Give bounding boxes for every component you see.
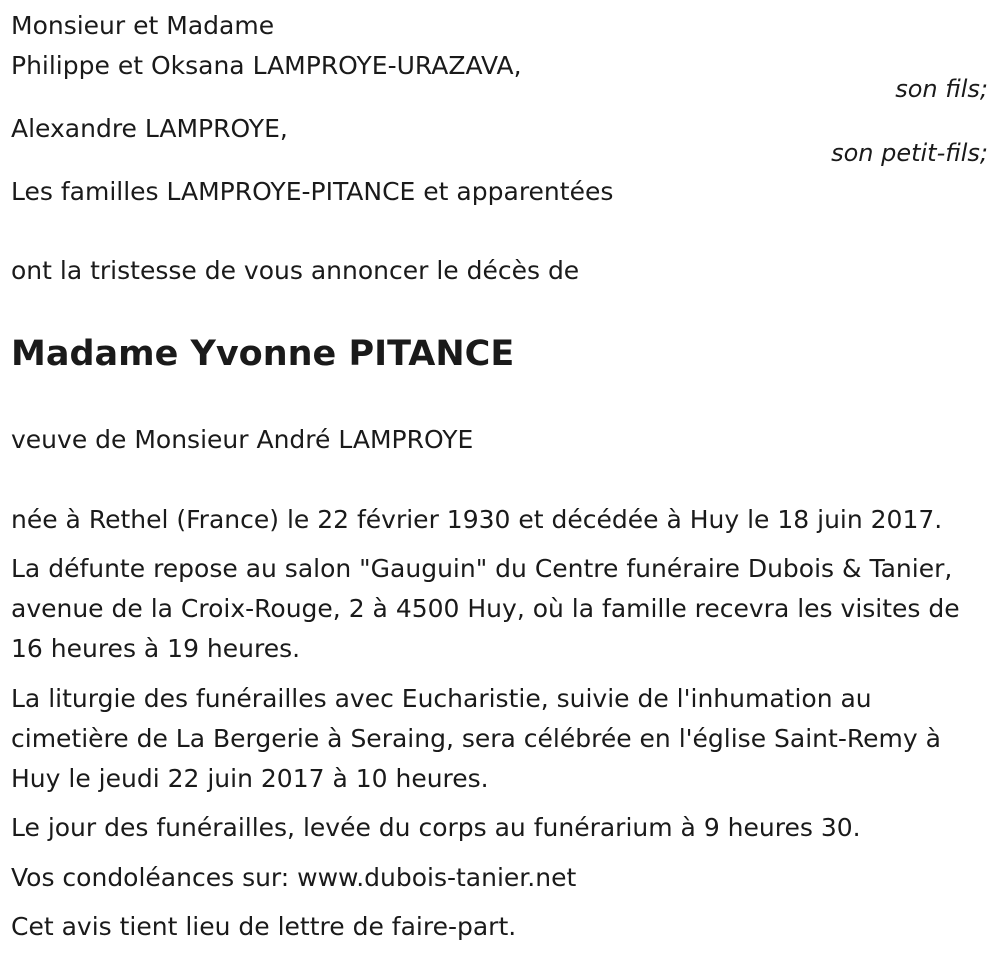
grandson-role: son petit-fils; <box>831 139 988 167</box>
announcement-line: ont la tristesse de vous annoncer le décès de <box>11 256 580 285</box>
funeral-paragraph: La liturgie des funérailles avec Eucharistie, suivie de l'inhumation au cimetière de La Bergerie à Seraing, sera célébrée en l'église Saint-Remy à Huy le jeudi 22 juin 2017 à 10 heures. <box>11 684 941 793</box>
deceased-name: Madame Yvonne PITANCE <box>11 334 515 374</box>
families-line: Les familles LAMPROYE-PITANCE et apparentées <box>11 177 614 206</box>
birth-death-line: née à Rethel (France) le 22 février 1930 et décédée à Huy le 18 juin 2017. <box>11 505 943 534</box>
parents-line-1: Monsieur et Madame <box>11 11 275 40</box>
grandson-line: Alexandre LAMPROYE, <box>11 114 288 143</box>
parents-line-2: Philippe et Oksana LAMPROYE-URAZAVA, <box>11 51 522 80</box>
widow-of-line: veuve de Monsieur André LAMPROYE <box>11 425 474 454</box>
condolences-line: Vos condoléances sur: www.dubois-tanier.net <box>11 863 577 892</box>
visitation-paragraph: La défunte repose au salon "Gauguin" du Centre funéraire Dubois & Tanier, avenue de la Croix-Rouge, 2 à 4500 Huy, où la famille recevra les visites de 16 heures à 19 heures. <box>11 554 960 663</box>
departure-line: Le jour des funérailles, levée du corps au funérarium à 9 heures 30. <box>11 813 861 842</box>
notice-line: Cet avis tient lieu de lettre de faire-part. <box>11 912 517 941</box>
parents-role: son fils; <box>895 75 988 103</box>
